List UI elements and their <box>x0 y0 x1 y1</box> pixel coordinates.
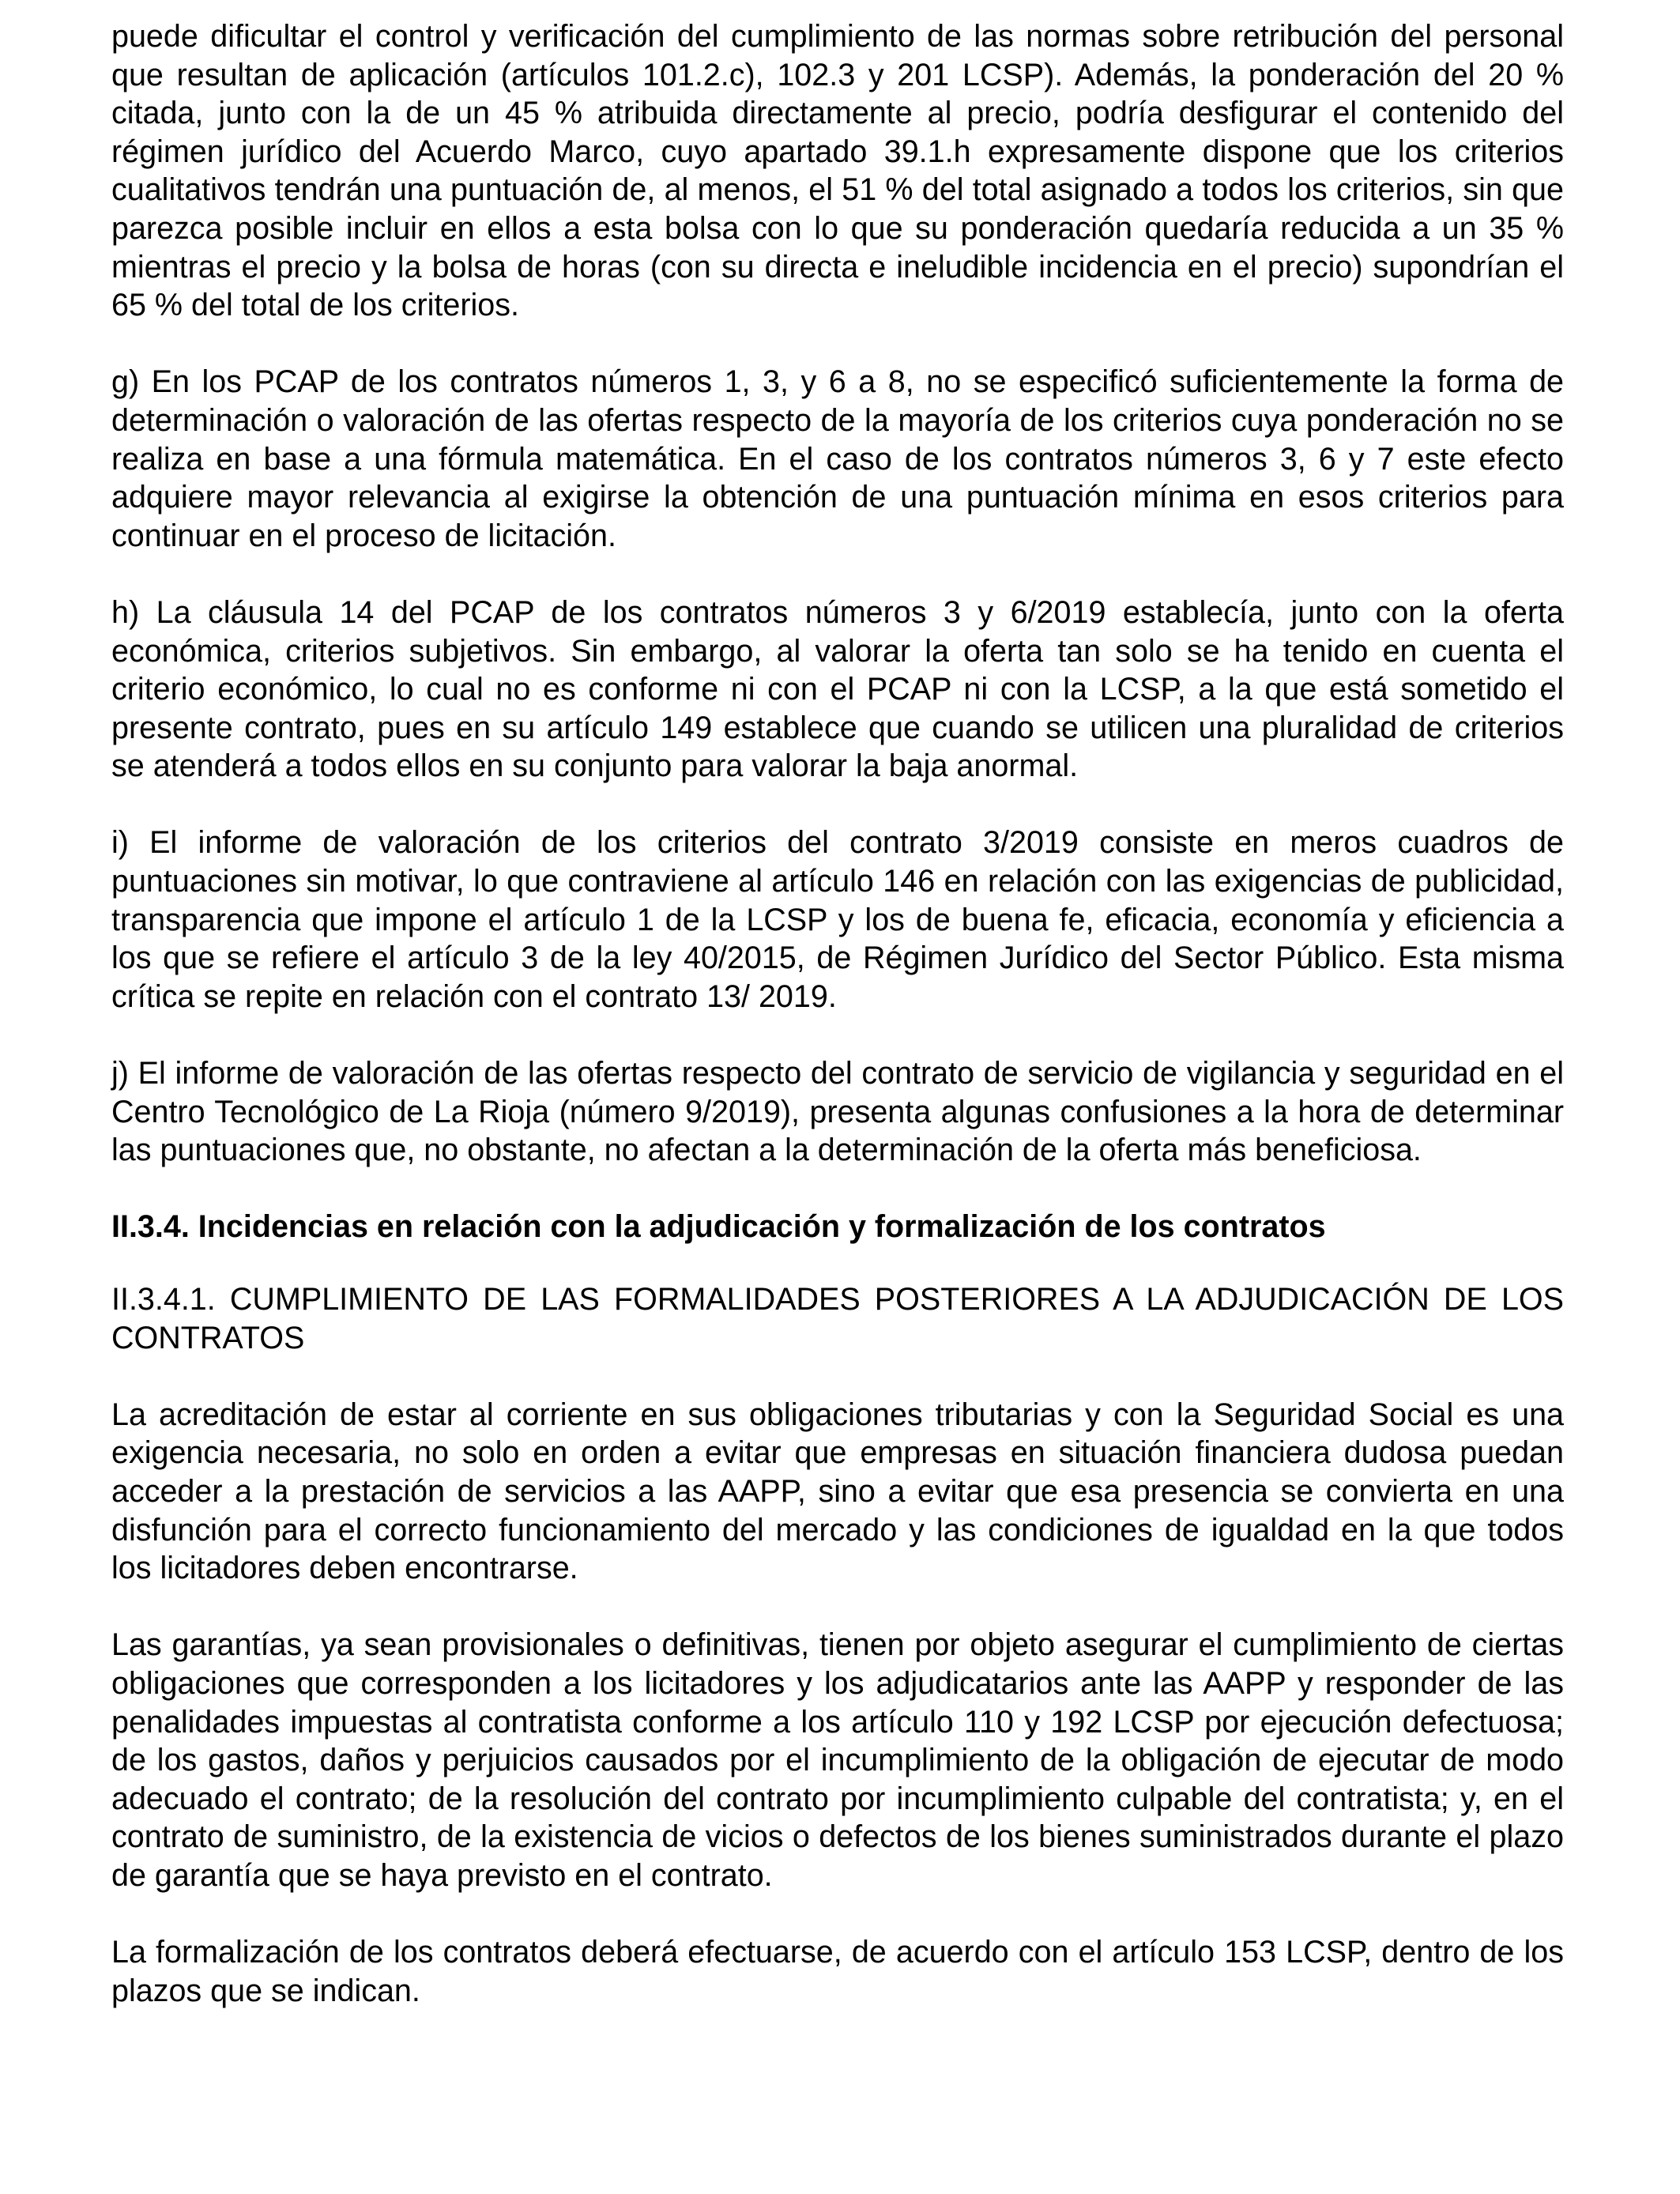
paragraph-item-j: j) El informe de valoración de las ofertas respecto del contrato de servicio de vigilancia y seguridad en el Centro Tecnológico de La Rioja (número 9/2019), presenta algunas confusiones a la hora de determinar las puntuaciones que, no obstante, no afectan a la determinación de la oferta más beneficiosa. <box>111 1056 1564 1168</box>
document-page <box>111 17 1564 2049</box>
subsection-heading: II.3.4.1. CUMPLIMIENTO DE LAS FORMALIDADES POSTERIORES A LA ADJUDICACIÓN DE LOS CONTRATOS <box>111 1282 1564 1355</box>
section-heading: II.3.4. Incidencias en relación con la adjudicación y formalización de los contratos <box>111 1209 1326 1245</box>
paragraph-item-g: g) En los PCAP de los contratos números 1, 3, y 6 a 8, no se especificó suficientemente la forma de determinación o valoración de las ofertas respecto de la mayoría de los criterios cuya ponderación no se realiza en base a una fórmula matemática. En el caso de los contratos números 3, 6 y 7 este efecto adquiere mayor relevancia al exigirse la obtención de una puntuación mínima en esos criterios para continuar en el proceso de licitación. <box>111 364 1564 553</box>
paragraph-item-i: i) El informe de valoración de los criterios del contrato 3/2019 consiste en meros cuadros de puntuaciones sin motivar, lo que contraviene al artículo 146 en relación con las exigencias de publicidad, transparencia que impone el artículo 1 de la LCSP y los de buena fe, eficacia, economía y eficiencia a los que se refiere el artículo 3 de la ley 40/2015, de Régimen Jurídico del Sector Público. Esta misma crítica se repite en relación con el contrato 13/ 2019. <box>111 825 1564 1014</box>
paragraph-item-h: h) La cláusula 14 del PCAP de los contratos números 3 y 6/2019 establecía, junto con la oferta económica, criterios subjetivos. Sin embargo, al valorar la oferta tan solo se ha tenido en cuenta el criterio económico, lo cual no es conforme ni con el PCAP ni con la LCSP, a la que está sometido el presente contrato, pues en su artículo 149 establece que cuando se utilicen una pluralidad de criterios se atenderá a todos ellos en su conjunto para valorar la baja anormal. <box>111 594 1564 784</box>
paragraph-tax-obligations: La acreditación de estar al corriente en sus obligaciones tributarias y con la Seguridad Social es una exigencia necesaria, no solo en orden a evitar que empresas en situación financiera dudosa puedan acceder a la prestación de servicios a las AAPP, sino a evitar que esa presencia se convierta en una disfunción para el correcto funcionamiento del mercado y las condiciones de igualdad en la que todos los licitadores deben encontrarse. <box>111 1397 1564 1586</box>
paragraph-guarantees: Las garantías, ya sean provisionales o definitivas, tienen por objeto asegurar el cumplimiento de ciertas obligaciones que corresponden a los licitadores y los adjudicatarios ante las AAPP y responder de las penalidades impuestas al contratista conforme a los artículo 110 y 192 LCSP por ejecución defectuosa; de los gastos, daños y perjuicios causados por el incumplimiento de la obligación de ejecutar de modo adecuado el contrato; de la resolución del contrato por incumplimiento culpable del contratista; y, en el contrato de suministro, de la existencia de vicios o defectos de los bienes suministrados durante el plazo de garantía que se haya previsto en el contrato. <box>111 1627 1564 1893</box>
paragraph-formalization: La formalización de los contratos deberá efectuarse, de acuerdo con el artículo 153 LCSP, dentro de los plazos que se indican. <box>111 1935 1564 2008</box>
paragraph-retribution-criteria: puede dificultar el control y verificación del cumplimiento de las normas sobre retribución del personal que resultan de aplicación (artículos 101.2.c), 102.3 y 201 LCSP). Además, la ponderación del 20 % citada, junto con la de un 45 % atribuida directamente al precio, podría desfigurar el contenido del régimen jurídico del Acuerdo Marco, cuyo apartado 39.1.h expresamente dispone que los criterios cualitativos tendrán una puntuación de, al menos, el 51 % del total asignado a todos los criterios, sin que parezca posible incluir en ellos a esta bolsa con lo que su ponderación quedaría reducida a un 35 % mientras el precio y la bolsa de horas (con su directa e ineludible incidencia en el precio) supondrían el 65 % del total de los criterios. <box>111 19 1564 323</box>
